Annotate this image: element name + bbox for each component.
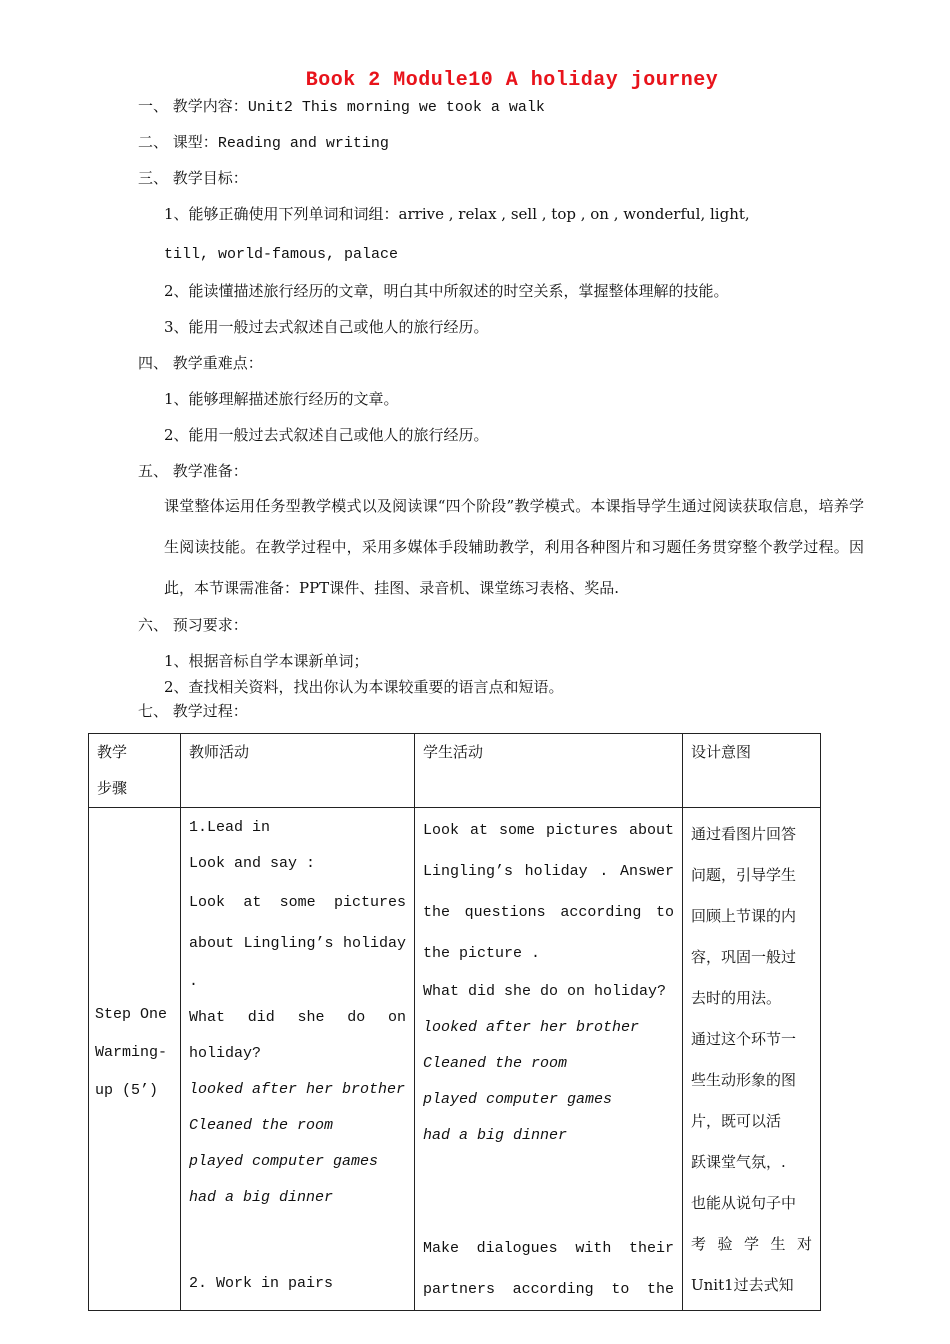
objective-item-continued: till, world-famous, palace: [164, 246, 399, 263]
step-line: Warming-: [95, 1044, 168, 1061]
section-7-label: 教学过程：: [172, 702, 248, 720]
student-line: Look at some pictures about: [423, 822, 674, 839]
preview-item: 2、查找相关资料，找出你认为本课较重要的语言点和短语。: [164, 678, 564, 696]
header-student-activity: 学生活动: [415, 734, 683, 808]
document-title: Book 2 Module10 A holiday journey: [305, 69, 719, 92]
design-line: 去时的用法。: [691, 989, 782, 1007]
key-point-item: 1、能够理解描述旅行经历的文章。: [164, 390, 399, 408]
section-1-value: Unit2 This morning we took a walk: [247, 99, 545, 116]
student-line: played computer games: [423, 1091, 613, 1108]
student-line: Cleaned the room: [423, 1055, 568, 1072]
objective-item: 3、能用一般过去式叙述自己或他人的旅行经历。: [164, 318, 489, 336]
section-6-number: 六、: [138, 616, 169, 634]
step-cell: [89, 808, 181, 1311]
student-line: the questions according to: [423, 904, 674, 921]
section-4-label: 教学重难点：: [172, 354, 263, 372]
design-line: 问题，引导学生: [691, 866, 797, 884]
teacher-line: holiday?: [189, 1045, 262, 1062]
objective-item: 1、能够正确使用下列单词和词组：arrive , relax , sell , top , on , wonderful, light,: [164, 205, 750, 223]
preparation-paragraph: 课堂整体运用任务型教学模式以及阅读课“四个阶段”教学模式。本课指导学生通过阅读获取信息，培养学生阅读技能。在教学过程中，采用多媒体手段辅助教学，利用各种图片和习题任务贯穿整个教学过程。因此，本节课需准备：PPT课件、挂图、录音机、课堂练习表格、奖品.: [164, 497, 864, 597]
student-line: looked after her brother: [423, 1019, 640, 1036]
section-5: [138, 461, 248, 481]
student-line: What did she do on holiday?: [423, 983, 667, 1000]
student-line: the picture .: [423, 945, 541, 962]
teacher-line: .: [189, 973, 199, 990]
teacher-line: 1.Lead in: [189, 819, 271, 836]
design-line: 容，巩固一般过: [691, 948, 797, 966]
section-5-label: 教学准备：: [172, 462, 248, 480]
teacher-line: 2. Work in pairs: [189, 1275, 334, 1292]
header-design-intent: 设计意图: [683, 734, 821, 808]
step-line: up (5’): [95, 1082, 159, 1099]
key-point-item: 2、能用一般过去式叙述自己或他人的旅行经历。: [164, 426, 489, 444]
student-activity-cell: [415, 808, 683, 1311]
teaching-process-table: [88, 733, 821, 1311]
objective-item: 2、能读懂描述旅行经历的文章，明白其中所叙述的时空关系，掌握整体理解的技能。: [164, 282, 729, 300]
teacher-line: played computer games: [189, 1153, 379, 1170]
section-6: [138, 615, 248, 635]
design-line: 些生动形象的图: [691, 1071, 797, 1089]
section-2-label: 课型：: [172, 133, 218, 151]
teacher-line: Look at some pictures: [189, 894, 406, 911]
section-6-label: 预习要求：: [172, 616, 248, 634]
header-teacher-activity: 教师活动: [181, 734, 415, 808]
section-1: [138, 96, 545, 118]
header-step: [89, 734, 181, 808]
section-5-number: 五、: [138, 462, 169, 480]
section-2: [138, 132, 389, 154]
student-line: Lingling’s holiday . Answer: [423, 863, 674, 880]
design-line: Unit1过去式知: [691, 1276, 794, 1294]
header-step-line: 步骤: [97, 779, 128, 797]
step-line: Step One: [95, 1006, 168, 1023]
teacher-line: looked after her brother: [189, 1081, 406, 1098]
section-2-number: 二、: [138, 133, 169, 151]
section-3-label: 教学目标：: [172, 169, 248, 187]
teacher-line: [189, 1216, 406, 1266]
teacher-line: Look and say :: [189, 855, 316, 872]
design-line: 通过这个环节一: [691, 1030, 797, 1048]
section-7-number: 七、: [138, 702, 169, 720]
section-1-number: 一、: [138, 97, 169, 115]
student-line: [423, 1154, 674, 1228]
section-7: [138, 701, 248, 721]
design-line: 片，既可以活: [691, 1112, 782, 1130]
teacher-line: Cleaned the room: [189, 1117, 334, 1134]
design-line: 回顾上节课的内: [691, 907, 797, 925]
teacher-line: about Lingling’s holiday: [189, 935, 406, 952]
section-3-number: 三、: [138, 169, 169, 187]
table-header-row: [89, 734, 821, 808]
section-4-number: 四、: [138, 354, 169, 372]
header-step-line: 教学: [97, 743, 128, 761]
design-line: 跃课堂气氛，.: [691, 1153, 786, 1171]
section-2-value: Reading and writing: [217, 135, 389, 152]
section-3: [138, 168, 248, 188]
design-intent-cell: [683, 808, 821, 1311]
section-4: [138, 353, 263, 373]
student-line: partners according to the: [423, 1281, 674, 1298]
section-1-label: 教学内容：: [172, 97, 248, 115]
student-line: Make dialogues with their: [423, 1240, 674, 1257]
design-line: 通过看图片回答: [691, 825, 797, 843]
teacher-line: had a big dinner: [189, 1189, 334, 1206]
student-line: had a big dinner: [423, 1127, 568, 1144]
design-line: 考验学生对: [691, 1235, 812, 1253]
table-row: [89, 808, 821, 1311]
teacher-line: What did she do on: [189, 1009, 406, 1026]
teacher-activity-cell: [181, 808, 415, 1311]
preview-item: 1、根据音标自学本课新单词；: [164, 652, 369, 670]
design-line: 也能从说句子中: [691, 1194, 797, 1212]
